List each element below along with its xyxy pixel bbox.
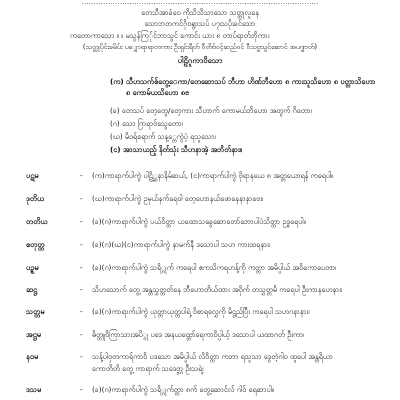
entry-term: နဝမ	[26, 352, 39, 361]
entry-text: (ခ)(ဂ)(ဃ)(င)ကာရာ​က်ပါကွဲ နာမက်နီ ဒသောပါ သဟ ကားထရနား၊	[92, 240, 270, 249]
entry-text: သိဟသော​က် တွေ့ အန္တသွှတ္တတ်နေ ဘီဟောတိယ်ထား အဝိုက် တသွှတ္တမ်ဲ ကရေပါ ဦးကာနဟေနား၊	[92, 285, 343, 294]
entry-separator: -	[80, 385, 83, 394]
header-cut-line: ………………………………………………………………………………………	[81, 0, 319, 6]
intro-item: (ဃ) မိဝရ်ရောက် သန့္တေကွဲပဲ့ ရသူသော၊	[110, 132, 216, 141]
entry-separator: -	[80, 285, 83, 294]
entry-term: ဒသမ	[26, 385, 42, 394]
intro-line-2: ၈ ကောမ်ယသိဟော ၈ၔ	[126, 88, 190, 97]
entry-separator: -	[80, 352, 83, 361]
entry-text: (ခ)(ဂ)ကာရာ​က်ပါကွဲ သရိ္ဂုက်တ္တာ ၈က် တွေ့ဆောင်လ် ဂါဝ် ရေဆာပါ။	[92, 385, 274, 394]
entry-text: (ဃ)ကာရာ​က်ပါကွဲ ဥမုယ်နက်ရေဝါ တေ့ဟောနယ်ဖောနေနာနာဗေး၊	[92, 194, 264, 203]
entry-separator: -	[80, 307, 83, 316]
entry-separator: -	[80, 263, 83, 272]
entry-term: တတိယ	[26, 217, 48, 226]
header-line-2: တေသီအာခံဝေ ကိုသိသိသာသော သတ္တုလူနေ	[141, 8, 259, 17]
entry-term: ဒုတိယ	[26, 194, 45, 203]
intro-item: (ခ) တေသပ် တေ့တွေ/တေ့ကား သီဟာက် ကောမယ်ဘိဟော အတွက် ဂိတော၊	[110, 106, 312, 115]
entry-term: ဆဋ္ဌ	[26, 285, 38, 294]
entry-text: (က)ကာရာ​က်ပါကွဲ ပါဠိ္ဆနာနိမ်ဆယ်, (င)ကာရာ​က်ပါကွဲ ဗိုရာနယေ ၈ အတ္တယောရန် ကရေပါ။	[92, 171, 334, 180]
entry-separator: -	[80, 240, 83, 249]
entry-text: (ခ)(ဂ)ကာရာ​က်ပါကွဲ သရိ္ဂုက် ကရေပါ ဧကသိကရဟန့်ကို ကတ္တာ အမိပ္ပါယ် အဝိကောပေတာ၊	[92, 263, 337, 272]
entry-separator: -	[80, 194, 83, 203]
entry-text: သန့်ပါဝှတကာရ်ကာဝိ ပဒသော အမိပ္ပါယ် လိဝိတ္တာ ကဘာ ရသူသာ ဒွေတဲ့ဂါဝ ထူပေါ အန္တရိယာ	[92, 352, 333, 361]
intro-line-1: (က) သီဟသက်စ်တွေ့ေကာ/တေဆောသပ် ဘီဟာ ဟိဏ်ဘီဟော ၈ ကားသူသိဟော ၈ ပတ္တာသိဟော	[110, 77, 376, 86]
entry-term: သတ္တမ	[26, 307, 45, 316]
header-line-5: (သတ္တုပိုင်းခမိပ်း ပ‌ျှောရာရာတကား ဦးရှင်းရီတ် ဝီတိဗ်ဝင့်ဆည်ဝင် ဝီသဗ္ဗသွင်ဆောင် အပဂျှာတ်)	[82, 43, 318, 51]
entry-term: ပဉ္စမ	[26, 263, 39, 272]
entry-text: ဓိတ္တူဝိကြာသားအပိ္ဂု ပဒေ အနယထ္တော်ရေကာဝိပ္ပါယ့် ဒသောပါ ယထာဂတ် ဦးကာ၊	[92, 330, 305, 339]
entry-term: အဋ္ဌမ	[26, 330, 42, 339]
entry-separator: -	[80, 217, 83, 226]
intro-item: (င) အာသာယည့် နိတ်သုံး သီဟနာအဲ့ အဘိတ်နား။	[110, 145, 242, 154]
entry-text: (ခ)(ဂ)ကာရာ​က်ပါကွဲ ပယ်ဝိတ္တာ ယထောသခွေဆောတော်ဘောပါပဲသိတ္တာ ဥဒ္ဓရေပါ။	[92, 217, 306, 226]
entry-separator: -	[80, 330, 83, 339]
entry-text-continued: ကောတိတိ တွေ့ ကာရာက် သဒေဝ္ဗ္ဂာ ဦးသရဲ့၊	[92, 364, 204, 373]
document-title: ပါဠိဂူကာဝိသော	[177, 56, 223, 65]
entry-text: (ခ)(ဂ)ကာရာ​က်ပါကွဲ ယုတ္တာယုတ္တပါရဲ့ ဝိစာရလွှေကို မိဋ္ဌည်ပြီး ကရေပါ သဟဂနာနား၊	[92, 307, 310, 316]
entry-separator: -	[80, 171, 83, 180]
entry-term: စတုတ္ထ	[26, 240, 45, 249]
intro-item: (ဂ) သော ဂြာရာဗ်သွေတော၊	[110, 119, 183, 128]
header-line-4: ကတောကာသော ။ ။ မသွန်ကြ်ုင်ဘာသွင် ကောင်း ယား ၈ တာပ်ရာတ်ဘိုကား	[70, 31, 270, 40]
header-line-3: သောဘဝာကင်ဂိုဝရွာသပ် ပ၇၊သပိုးခင်သော	[144, 19, 256, 28]
entry-term: ပဋမ	[26, 171, 39, 180]
